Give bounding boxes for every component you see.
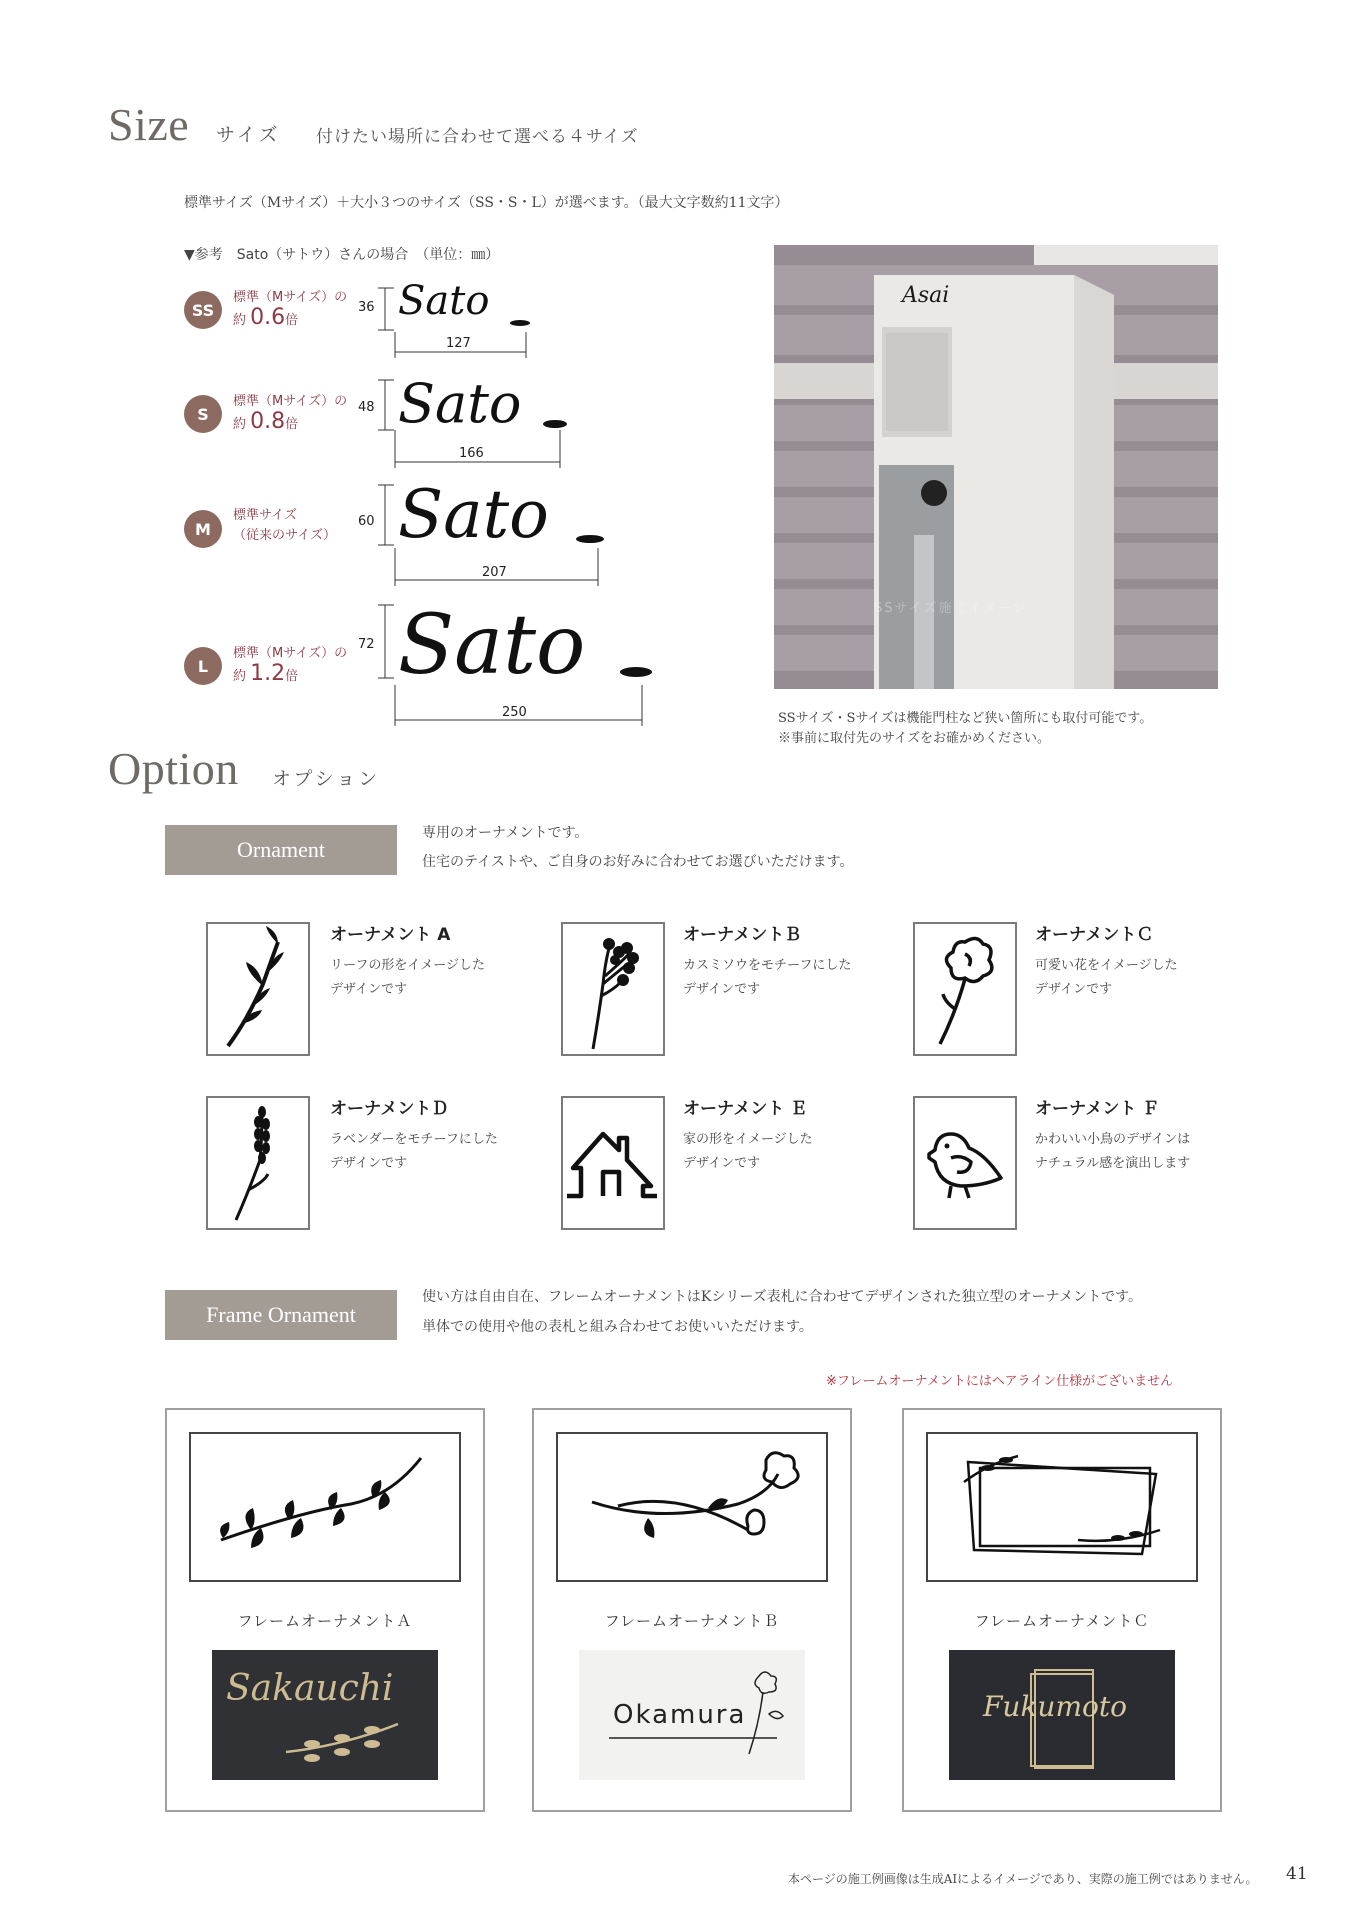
sato-sample-m: Sato	[398, 476, 549, 553]
frame-ornament-c-name: フレームオーナメントＣ	[974, 1612, 1150, 1630]
size-badge-l: L	[184, 647, 222, 685]
ornament-d-box	[206, 1096, 310, 1230]
ornament-desc-line: デザインです	[683, 1156, 761, 1171]
gold-leaf-icon	[282, 1716, 402, 1766]
ornament-desc-line: ラベンダーをモチーフにした	[330, 1132, 498, 1147]
bird-icon	[915, 1098, 1015, 1228]
baby-breath-icon	[563, 924, 663, 1054]
sato-sample-l: Sato	[398, 598, 586, 693]
multiplier-label: 標準（Mサイズ）の	[233, 646, 348, 661]
ornament-c-desc	[1035, 954, 1225, 1002]
multiplier-suffix: 倍	[285, 417, 299, 432]
multiplier-suffix: 倍	[285, 313, 299, 328]
square-frame-icon	[928, 1434, 1196, 1580]
multiplier-prefix: 約	[233, 313, 247, 328]
frame-b-preview	[556, 1432, 828, 1582]
ornament-desc-line: カスミソウをモチーフにした	[683, 958, 852, 973]
multiplier-value: 0.8	[250, 409, 286, 434]
multiplier-value: 0.6	[250, 305, 286, 330]
ornament-e-name: オーナメント Ｅ	[683, 1099, 808, 1119]
size-multiplier-s	[233, 392, 347, 435]
ornament-desc-line: かわいい小鳥のデザインは	[1035, 1132, 1191, 1147]
ornament-b-box	[561, 922, 665, 1056]
ornament-e-desc	[683, 1128, 873, 1176]
size-width-m: 207	[482, 565, 507, 580]
ornament-tab: Ornament	[165, 825, 397, 875]
size-badge-ss: SS	[184, 291, 222, 329]
flower-vine-icon	[558, 1434, 826, 1580]
frame-ornament-a-name: フレームオーナメントＡ	[237, 1612, 413, 1630]
frame-c-photo-text: Fukumoto	[983, 1690, 1127, 1723]
ornament-desc-2: 住宅のテイストや、ご自身のお好みに合わせてお選びいただけます。	[422, 854, 854, 870]
ornament-a-name: オーナメント A	[330, 925, 451, 945]
ornament-desc-line: デザインです	[683, 982, 761, 997]
page-number: 41	[1286, 1864, 1308, 1884]
frame-ornament-b-name: フレームオーナメントＢ	[604, 1612, 780, 1630]
size-tagline: 付けたい場所に合わせて選べる４サイズ	[316, 127, 639, 147]
multiplier-label-sub: （従来のサイズ）	[233, 528, 336, 543]
size-width-ss: 127	[446, 336, 471, 351]
flower-sketch-icon	[599, 1664, 799, 1774]
size-multiplier-ss	[233, 288, 347, 331]
lavender-icon	[208, 1098, 308, 1228]
sato-sample-ss: Sato	[398, 278, 490, 324]
multiplier-label: 標準サイズ	[233, 508, 297, 523]
ornament-desc-line: 可愛い花をイメージした	[1035, 958, 1178, 973]
multiplier-value: 1.2	[250, 661, 286, 686]
ornament-desc-1: 専用のオーナメントです。	[422, 825, 589, 841]
multiplier-label: 標準（Mサイズ）の	[233, 290, 348, 305]
size-height-ss: 36	[358, 300, 375, 315]
size-height-m: 60	[358, 514, 375, 529]
ornament-c-box	[913, 922, 1017, 1056]
ornament-a-box	[206, 922, 310, 1056]
frame-ornament-a-card	[165, 1408, 485, 1812]
multiplier-label: 標準（Mサイズ）の	[233, 394, 348, 409]
frame-notice: ※フレームオーナメントにはヘアライン仕様がございません	[826, 1374, 1174, 1389]
ornament-desc-line: デザインです	[330, 982, 408, 997]
size-width-s: 166	[459, 446, 484, 461]
sato-sample-s: Sato	[398, 372, 522, 435]
leaf-vine-icon	[191, 1434, 459, 1580]
frame-desc-1: 使い方は自由自在、フレームオーナメントはKシリーズ表札に合わせてデザインされた独立型のオーナメントです。	[422, 1289, 1142, 1305]
frame-a-preview	[189, 1432, 461, 1582]
frame-a-photo-text: Sakauchi	[226, 1668, 394, 1709]
size-subtitle: サイズ	[216, 124, 281, 146]
ornament-d-name: オーナメントＤ	[330, 1099, 449, 1119]
size-intro: 標準サイズ（Mサイズ）＋大小３つのサイズ（SS・S・L）が選べます。（最大文字数約11文字）	[184, 195, 789, 211]
frame-b-photo-text: Okamura	[613, 1700, 747, 1730]
ornament-f-box	[913, 1096, 1017, 1230]
ornament-f-desc	[1035, 1128, 1225, 1176]
house-icon	[563, 1098, 663, 1228]
dimension-lines	[370, 280, 670, 730]
ornament-desc-line: デザインです	[330, 1156, 408, 1171]
ornament-e-box	[561, 1096, 665, 1230]
option-subtitle: オプション	[272, 768, 381, 790]
size-badge-s: S	[184, 395, 222, 433]
frame-ornament-b-card	[532, 1408, 852, 1812]
photo-sign-text: Asai	[902, 283, 950, 308]
frame-a-photo	[212, 1650, 438, 1780]
ornament-d-desc	[330, 1128, 520, 1176]
size-label-m	[233, 506, 336, 546]
size-multiplier-l	[233, 644, 347, 687]
size-title: Size	[108, 99, 190, 150]
photo-watermark: SSサイズ施工イメージ	[874, 601, 1029, 616]
option-title: Option	[108, 743, 239, 794]
ornament-desc-line: ナチュラル感を演出します	[1035, 1156, 1191, 1171]
frame-c-preview	[926, 1432, 1198, 1582]
ornament-f-name: オーナメント Ｆ	[1035, 1099, 1160, 1119]
multiplier-prefix: 約	[233, 417, 247, 432]
multiplier-suffix: 倍	[285, 669, 299, 684]
ornament-b-name: オーナメントＢ	[683, 925, 802, 945]
ornament-desc-line: デザインです	[1035, 982, 1113, 997]
footer-note: 本ページの施工例画像は生成AIによるイメージであり、実際の施工例ではありません。	[788, 1872, 1258, 1886]
ornament-desc-line: 家の形をイメージした	[683, 1132, 813, 1147]
size-width-l: 250	[502, 705, 527, 720]
size-reference: ▼参考 Sato（サトウ）さんの場合 （単位：㎜）	[184, 247, 500, 263]
photo-note-2: ※事前に取付先のサイズをお確かめください。	[778, 731, 1050, 746]
frame-desc-2: 単体での使用や他の表札と組み合わせてお使いいただけます。	[422, 1319, 813, 1335]
ornament-desc-line: リーフの形をイメージした	[330, 958, 485, 973]
flower-icon	[915, 924, 1015, 1054]
fence-illustration	[774, 245, 1218, 689]
ornament-c-name: オーナメントＣ	[1035, 925, 1154, 945]
multiplier-prefix: 約	[233, 669, 247, 684]
leaf-branch-icon	[208, 924, 308, 1054]
frame-c-photo	[949, 1650, 1175, 1780]
installation-photo	[774, 245, 1218, 689]
frame-b-photo	[579, 1650, 805, 1780]
frame-ornament-c-card	[902, 1408, 1222, 1812]
size-height-l: 72	[358, 637, 375, 652]
frame-ornament-tab: Frame Ornament	[165, 1290, 397, 1340]
size-badge-m: M	[184, 510, 222, 548]
ornament-b-desc	[683, 954, 873, 1002]
photo-note-1: SSサイズ・Sサイズは機能門柱など狭い箇所にも取付可能です。	[778, 711, 1153, 726]
ornament-a-desc	[330, 954, 520, 1002]
size-height-s: 48	[358, 400, 375, 415]
